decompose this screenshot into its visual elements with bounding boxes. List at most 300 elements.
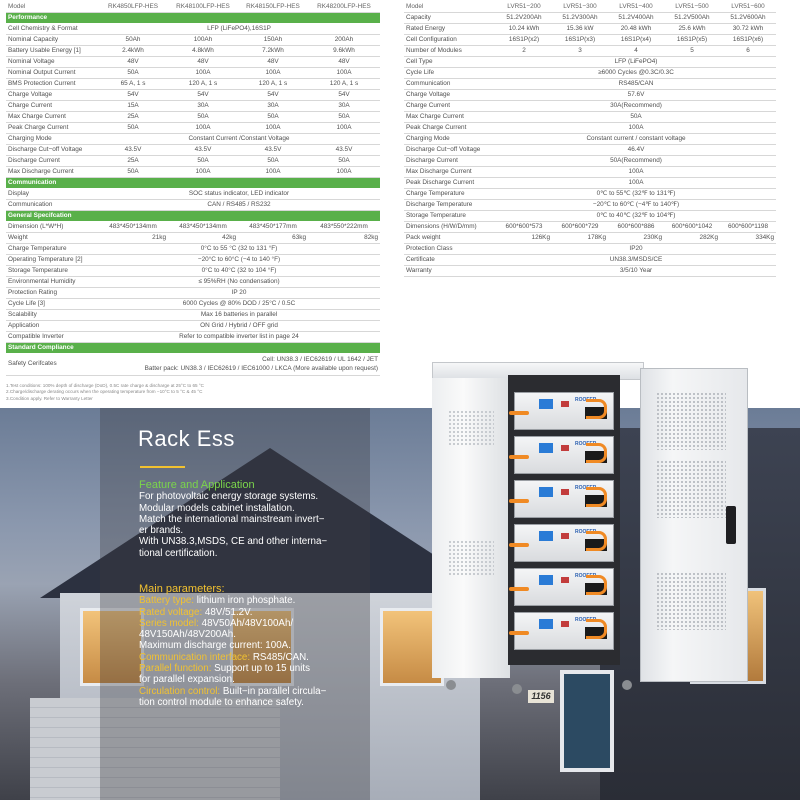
spec-value: 43.5V (308, 145, 380, 156)
spec-value: 100A (168, 68, 238, 79)
battery-module (514, 436, 614, 474)
battery-module (514, 612, 614, 650)
spec-label: Peak Charge Current (404, 123, 496, 134)
spec-row (6, 222, 380, 233)
spec-row (6, 68, 380, 79)
spec-row (404, 233, 776, 244)
spec-label: Charge Current (404, 101, 496, 112)
spec-label: Protection Rating (6, 288, 98, 299)
spec-label: Rated Energy (404, 24, 496, 35)
spec-value: 483*450*177mm (238, 222, 308, 233)
spec-label: Cycle Life [3] (6, 299, 98, 310)
feature-line: Modular models cabinet installation. (139, 502, 295, 514)
spec-value: 100A (168, 123, 238, 134)
spec-row (404, 211, 776, 222)
spec-row (6, 266, 380, 277)
spec-label: Cell Type (404, 57, 496, 68)
spec-value: 48V (98, 57, 168, 68)
spec-value: 120 A, 1 s (168, 79, 238, 90)
spec-value: ≥6000 Cycles @0.3C/0.3C (496, 68, 776, 79)
spec-value: 483*450*134mm (98, 222, 168, 233)
spec-label: Discharge Current (6, 156, 98, 167)
module-brand: ROOFER (575, 529, 597, 535)
spec-value: 65 A, 1 s (98, 79, 168, 90)
cert-line: Cell: UN38.3 / IEC62619 / UL 1642 / JET (262, 355, 378, 363)
spec-value: 334Kg (720, 233, 776, 244)
spec-value: 6000 Cycles @ 80% DOD / 25°C / 0.5C (98, 299, 380, 310)
spec-value: 30A (238, 101, 308, 112)
vent-grille (656, 572, 726, 630)
spec-row (6, 189, 380, 200)
module-brand: ROOFER (575, 441, 597, 447)
spec-label: Nominal Output Current (6, 68, 98, 79)
spec-value: 54V (308, 90, 380, 101)
spec-row (6, 123, 380, 134)
spec-label: Display (6, 189, 98, 200)
spec-label: BMS Protection Current (6, 79, 98, 90)
spec-value: 100A (238, 167, 308, 178)
feature-line: For photovoltaic energy storage systems. (139, 491, 319, 503)
cable (509, 587, 529, 591)
spec-value: 20.48 kWh (608, 24, 664, 35)
lcd-screen (539, 443, 553, 453)
vent-grille (448, 410, 494, 446)
lcd-screen (539, 575, 553, 585)
spec-row (404, 222, 776, 233)
footnotes (6, 383, 204, 402)
spec-label: Communication (6, 200, 98, 211)
param-key: Series model: (139, 617, 202, 629)
spec-value: 126Kg (496, 233, 552, 244)
spec-value: 54V (98, 90, 168, 101)
spec-value: 483*550*222mm (308, 222, 380, 233)
spec-value: 50A(Recommend) (496, 156, 776, 167)
spec-value: 43.5V (98, 145, 168, 156)
spec-label: Peak Charge Current (6, 123, 98, 134)
param-value: tion control module to enhance safety. (139, 696, 304, 708)
model-header: RK48200LFP-HES (308, 2, 380, 13)
lcd-screen (539, 619, 553, 629)
indicator (561, 533, 569, 539)
spec-label: Capacity (404, 13, 496, 24)
spec-value: 0℃ to 55℃ (32℉ to 131℉) (496, 189, 776, 200)
spec-value: 51.2V300Ah (552, 13, 608, 24)
feature-line: tional certification. (139, 547, 218, 559)
section-header (6, 343, 380, 354)
param-key: Parallel function: (139, 663, 215, 675)
cable (586, 487, 607, 507)
spec-value: 120 A, 1 s (238, 79, 308, 90)
indicator (561, 445, 569, 451)
spec-label: Nominal Capacity (6, 35, 98, 46)
spec-row (6, 90, 380, 101)
spec-row (6, 112, 380, 123)
spec-value: 16S1P(x3) (552, 35, 608, 46)
section-header (6, 211, 380, 222)
vent-grille (656, 460, 726, 518)
section-title: Communication (6, 178, 380, 189)
spec-label: Warranty (404, 266, 496, 277)
model-header: RK48150LFP-HES (238, 2, 308, 13)
spec-row (404, 145, 776, 156)
spec-label: Discharge Temperature (404, 200, 496, 211)
spec-value: 82kg (308, 233, 380, 244)
section-title: General Specifcation (6, 211, 380, 222)
spec-row (6, 233, 380, 244)
feature-line: With UN38.3,MSDS, CE and other interna− (139, 536, 328, 548)
spec-value: 30A (168, 101, 238, 112)
spec-value: 3/5/10 Year (496, 266, 776, 277)
param-line (139, 607, 326, 618)
model-header: LVR51−500 (664, 2, 720, 13)
battery-module (514, 524, 614, 562)
spec-value: 4.8kWh (168, 46, 238, 57)
param-value: 48V/51.2V. (204, 606, 253, 618)
spec-value: 4 (608, 46, 664, 57)
footnote: 3.Condition apply. Refer to Warranty Letter (6, 395, 93, 401)
spec-row (404, 90, 776, 101)
spec-value: IP20 (496, 244, 776, 255)
spec-value: 51.2V400Ah (608, 13, 664, 24)
spec-label: Charge Current (6, 101, 98, 112)
features-heading: Feature and Application (139, 479, 255, 491)
spec-row (404, 134, 776, 145)
spec-value: 100A (238, 123, 308, 134)
spec-row (6, 35, 380, 46)
spec-value: 50A (238, 112, 308, 123)
spec-label: Dimension (L*W*H) (6, 222, 98, 233)
section-title: Standard Compliance (6, 343, 380, 354)
cable (586, 531, 607, 551)
footnote: 1.Test conditions: 100% depth of discharge (DoD), 0.5C rate charge & discharge at 25°C to 65 °C (6, 383, 204, 388)
spec-row (404, 255, 776, 266)
spec-value: 46.4V (496, 145, 776, 156)
param-key: Battery type: (139, 595, 197, 607)
spec-value: CAN / RS485 / RS232 (98, 200, 380, 211)
spec-row (404, 79, 776, 90)
spec-value: 50Ah (98, 35, 168, 46)
spec-value: 16S1P(x4) (608, 35, 664, 46)
front-door (560, 670, 614, 772)
spec-row (404, 178, 776, 189)
cert-line: Batter pack: UN38.3 / IEC62619 / IEC61000 / LKCA (More available upon request) (144, 364, 378, 372)
spec-value: RS485/CAN (496, 79, 776, 90)
spec-value: 50A (168, 156, 238, 167)
spec-row (6, 134, 380, 145)
params-list (139, 595, 326, 708)
spec-value: −20°C to 60°C (−4 to 140 °F) (98, 255, 380, 266)
spec-value: UN38.3/MSDS/CE (496, 255, 776, 266)
params-block (139, 584, 326, 708)
vent-grille (656, 392, 726, 450)
spec-label: Storage Temperature (404, 211, 496, 222)
model-header: LVR51−300 (552, 2, 608, 13)
spec-value: 100A (168, 167, 238, 178)
spec-label: Battery Usable Energy [1] (6, 46, 98, 57)
spec-value: 50A (308, 112, 380, 123)
param-line (139, 674, 326, 685)
lcd-screen (539, 531, 553, 541)
cable (586, 399, 607, 419)
model-header: RK48100LFP-HES (168, 2, 238, 13)
spec-row (404, 200, 776, 211)
param-value: lithium iron phosphate. (196, 595, 296, 607)
spec-value: 230Kg (608, 233, 664, 244)
spec-row (6, 321, 380, 332)
house-number: 1156 (528, 690, 554, 703)
spec-label: Operating Temperature [2] (6, 255, 98, 266)
spec-label: Compatible Inverter (6, 332, 98, 343)
feature-line: Match the international mainstream invert− (139, 513, 325, 525)
param-line (139, 618, 326, 629)
spec-value: 0°C to 40°C (32 to 104 °F) (98, 266, 380, 277)
spec-value: ≤ 95%RH (No condensation) (98, 277, 380, 288)
spec-value: 5 (664, 46, 720, 57)
spec-label: Charge Voltage (404, 90, 496, 101)
spec-value: 42kg (168, 233, 238, 244)
spec-row (404, 189, 776, 200)
indicator (561, 621, 569, 627)
cable (509, 631, 529, 635)
rk-spec-table (6, 2, 380, 376)
spec-value: 51.2V500Ah (664, 13, 720, 24)
header-label: Model (6, 2, 98, 13)
spec-label: Charge Temperature (6, 244, 98, 255)
spec-label: Max Discharge Current (6, 167, 98, 178)
spec-label: Dimensions (H/W/D/mm) (404, 222, 496, 233)
spec-row (6, 244, 380, 255)
spec-value: 2.4kWh (98, 46, 168, 57)
spec-value: 100Ah (168, 35, 238, 46)
module-brand: ROOFER (575, 397, 597, 403)
indicator (561, 577, 569, 583)
model-header: LVR51−200 (496, 2, 552, 13)
spec-row (6, 310, 380, 321)
spec-value: 48V (168, 57, 238, 68)
spec-row (6, 156, 380, 167)
spec-value: 0℃ to 40℃ (32℉ to 104℉) (496, 211, 776, 222)
model-header: LVR51−600 (720, 2, 776, 13)
header-row (404, 2, 776, 13)
battery-module (514, 480, 614, 518)
spec-row (404, 244, 776, 255)
spec-row (6, 46, 380, 57)
spec-value: 200Ah (308, 35, 380, 46)
spec-value: 15.36 kW (552, 24, 608, 35)
spec-row (404, 57, 776, 68)
spec-value: −20℃ to 60℃ (−4℉ to 140℉) (496, 200, 776, 211)
spec-value: 48V (238, 57, 308, 68)
header-row (6, 2, 380, 13)
spec-value: 100A (496, 123, 776, 134)
spec-label: Protection Class (404, 244, 496, 255)
param-value: Maximum discharge current: 100A. (139, 640, 291, 652)
spec-value: 0°C to 55 °C (32 to 131 °F) (98, 244, 380, 255)
spec-label: Communication (404, 79, 496, 90)
param-line (139, 697, 326, 708)
section-header (6, 178, 380, 189)
spec-value: Max 16 batteries in parallel (98, 310, 380, 321)
model-header: RK4850LFP-HES (98, 2, 168, 13)
param-value: Built−in parallel circula− (222, 685, 327, 697)
spec-row (6, 255, 380, 266)
params-heading: Main parameters: (139, 583, 225, 595)
spec-label: Charge Temperature (404, 189, 496, 200)
spec-value: 48V (308, 57, 380, 68)
spec-value: 57.6V (496, 90, 776, 101)
spec-value: 21kg (98, 233, 168, 244)
lcd-screen (539, 399, 553, 409)
spec-label: Weight (6, 233, 98, 244)
battery-module (514, 568, 614, 606)
spec-row (404, 46, 776, 57)
spec-value: 43.5V (238, 145, 308, 156)
param-key: Circulation control: (139, 685, 223, 697)
lvr-spec-table (404, 2, 776, 277)
param-line (139, 640, 326, 651)
spec-value: 600*600*729 (552, 222, 608, 233)
spec-value: 600*600*886 (608, 222, 664, 233)
spec-row (6, 101, 380, 112)
spec-row (6, 354, 380, 376)
spec-value: 54V (238, 90, 308, 101)
spec-value: 2 (496, 46, 552, 57)
param-value: RS485/CAN. (252, 651, 309, 663)
spec-row (6, 79, 380, 90)
caster-wheel (622, 680, 632, 690)
spec-label: Pack weight (404, 233, 496, 244)
spec-value (98, 354, 380, 376)
spec-row (404, 112, 776, 123)
spec-row (6, 24, 380, 35)
spec-value: 282Kg (664, 233, 720, 244)
footnote: 2.Charge/discharge derating occurs when the operating temperature from −10°C to 5 °C & 45 °C (6, 389, 203, 395)
param-line (139, 652, 326, 663)
cable (509, 455, 529, 459)
spec-value: SOC status indicator, LED indicator (98, 189, 380, 200)
param-key: Communication interface: (139, 651, 253, 663)
spec-label: Max Charge Current (6, 112, 98, 123)
spec-row (6, 299, 380, 310)
spec-label: Cell Chemistry & Format (6, 24, 98, 35)
spec-value: 50A (238, 156, 308, 167)
spec-value: 6 (720, 46, 776, 57)
spec-value: 50A (496, 112, 776, 123)
param-line (139, 686, 326, 697)
spec-value: 483*450*134mm (168, 222, 238, 233)
spec-row (6, 200, 380, 211)
spec-label: Nominal Voltage (6, 57, 98, 68)
spec-row (404, 68, 776, 79)
spec-label: Peak Discharge Current (404, 178, 496, 189)
spec-value: 30.72 kWh (720, 24, 776, 35)
spec-value: ON Grid / Hybrid / OFF grid (98, 321, 380, 332)
hero-title: Rack Ess (138, 426, 235, 451)
spec-value: 25A (98, 156, 168, 167)
spec-label: Safety Cerifcates (6, 354, 98, 376)
spec-value: 100A (238, 68, 308, 79)
spec-label: Max Charge Current (404, 112, 496, 123)
spec-value: IP 20 (98, 288, 380, 299)
spec-value: 10.24 kWh (496, 24, 552, 35)
spec-value: 120 A, 1 s (308, 79, 380, 90)
vent-grille (448, 540, 494, 576)
spec-row (404, 156, 776, 167)
param-value: Support up to 15 units (214, 663, 311, 675)
spec-value: 3 (552, 46, 608, 57)
cable (586, 575, 607, 595)
spec-label: Charge Voltage (6, 90, 98, 101)
cable (586, 443, 607, 463)
model-header: LVR51−400 (608, 2, 664, 13)
spec-value: LFP (LiFePO4) (496, 57, 776, 68)
door-handle (726, 506, 736, 544)
spec-row (6, 57, 380, 68)
spec-value: 600*600*1042 (664, 222, 720, 233)
spec-value: 50A (98, 167, 168, 178)
spec-value: 100A (496, 178, 776, 189)
spec-label: Scalability (6, 310, 98, 321)
cable (509, 411, 529, 415)
features-block (139, 480, 327, 559)
spec-value: 54V (168, 90, 238, 101)
param-line (139, 629, 326, 640)
spec-value: 100A (308, 123, 380, 134)
spec-label: Discharge Cut−off Voltage (404, 145, 496, 156)
spec-label: Charging Mode (6, 134, 98, 145)
spec-value: 100A (496, 167, 776, 178)
spec-row (6, 288, 380, 299)
spec-value: 600*600*573 (496, 222, 552, 233)
spec-value: 178Kg (552, 233, 608, 244)
spec-row (404, 123, 776, 134)
spec-value: 50A (308, 156, 380, 167)
spec-label: Application (6, 321, 98, 332)
module-brand: ROOFER (575, 485, 597, 491)
spec-label: Environmental Humidity (6, 277, 98, 288)
spec-value: Refer to compatible inverter list in page 24 (98, 332, 380, 343)
spec-label: Cell Configuration (404, 35, 496, 46)
spec-value: 25.6 kWh (664, 24, 720, 35)
caster-wheel (446, 680, 456, 690)
spec-value: LFP (LiFePO4),16S1P (98, 24, 380, 35)
spec-value: 50A (98, 68, 168, 79)
spec-value: 150Ah (238, 35, 308, 46)
caster-wheel (512, 684, 522, 694)
param-value: 48V50Ah/48V100Ah/ (201, 617, 294, 629)
spec-row (404, 24, 776, 35)
spec-value: 9.6kWh (308, 46, 380, 57)
feature-line: er brands. (139, 525, 184, 537)
module-brand: ROOFER (575, 573, 597, 579)
module-brand: ROOFER (575, 617, 597, 623)
spec-label: Storage Temperature (6, 266, 98, 277)
spec-row (404, 167, 776, 178)
spec-label: Discharge Current (404, 156, 496, 167)
spec-row (6, 277, 380, 288)
spec-value: Constant Current /Constant Voltage (98, 134, 380, 145)
spec-value: 600*600*1198 (720, 222, 776, 233)
title-underline (140, 466, 185, 468)
spec-value: 25A (98, 112, 168, 123)
spec-value: 30A(Recommend) (496, 101, 776, 112)
spec-row (6, 332, 380, 343)
spec-value: 50A (98, 123, 168, 134)
param-line (139, 663, 326, 674)
spec-value: 16S1P(x6) (720, 35, 776, 46)
cable (586, 619, 607, 639)
spec-value: 63kg (238, 233, 308, 244)
